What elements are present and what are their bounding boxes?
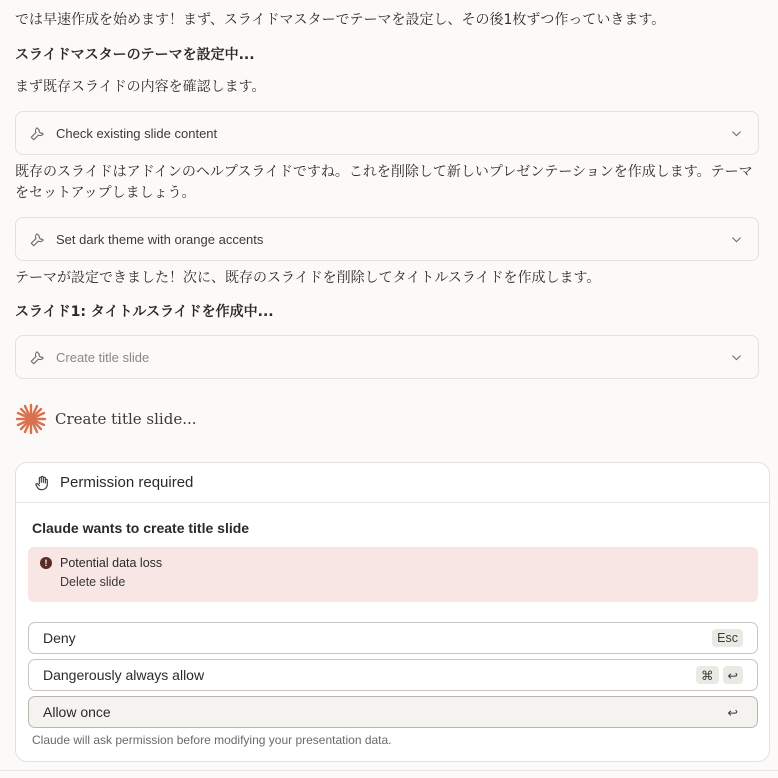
deny-label: Deny [43,630,76,646]
chevron-down-icon[interactable] [730,232,744,246]
theme-done-message: テーマが設定できました！次に、既存のスライドを削除してタイトルスライドを作成します。 [15,270,601,286]
permission-note: Claude will ask permission before modifying your presentation data. [32,733,392,747]
divider [0,770,778,771]
permission-title: Permission required [60,474,194,491]
warning-detail: Delete slide [60,575,126,589]
explain-message: 既存のスライドはアドインのヘルプスライドですね。これを削除して新しいプレゼンテーションを作成します。テーマをセットアップしましょう。 [15,164,753,201]
tool-call-label: Check existing slide content [56,125,218,141]
tool-call-label: Create title slide [56,349,150,365]
theme-heading: スライドマスターのテーマを設定中... [15,47,255,63]
command-key-icon: ⌘ [696,666,719,684]
esc-key-hint: Esc [712,629,743,647]
permission-header [16,463,769,503]
working-label: Create title slide... [55,410,197,428]
always-allow-label: Dangerously always allow [43,667,205,683]
wrench-icon [30,231,46,247]
slide1-heading: スライド1: タイトルスライドを作成中... [15,304,274,320]
warning-title: Potential data loss [60,556,163,570]
tool-call-set-theme[interactable] [15,217,759,261]
wrench-icon [30,125,46,141]
permission-dialog [15,462,770,762]
wrench-icon [30,349,46,365]
always-allow-button[interactable] [28,659,758,691]
alert-icon: ! [40,557,52,569]
hand-icon [34,474,52,492]
enter-key-icon: ↩ [727,705,738,720]
permission-question: Claude wants to create title slide [32,520,250,536]
chevron-down-icon[interactable] [730,126,744,140]
deny-button[interactable] [28,622,758,654]
data-loss-warning [28,547,758,602]
tool-call-create-title[interactable] [15,335,759,379]
chevron-down-icon[interactable] [730,350,744,364]
enter-key-icon: ↩ [723,666,743,684]
working-indicator [15,401,197,437]
intro-message: では早速作成を始めます！まず、スライドマスターでテーマを設定し、その後1枚ずつ作っていきます。 [15,12,666,28]
tool-call-check-slide[interactable] [15,111,759,155]
allow-once-label: Allow once [43,704,111,720]
tool-call-label: Set dark theme with orange accents [56,231,264,247]
check-message: まず既存スライドの内容を確認します。 [15,79,266,95]
allow-once-button[interactable] [28,696,758,728]
spark-icon [15,403,47,435]
